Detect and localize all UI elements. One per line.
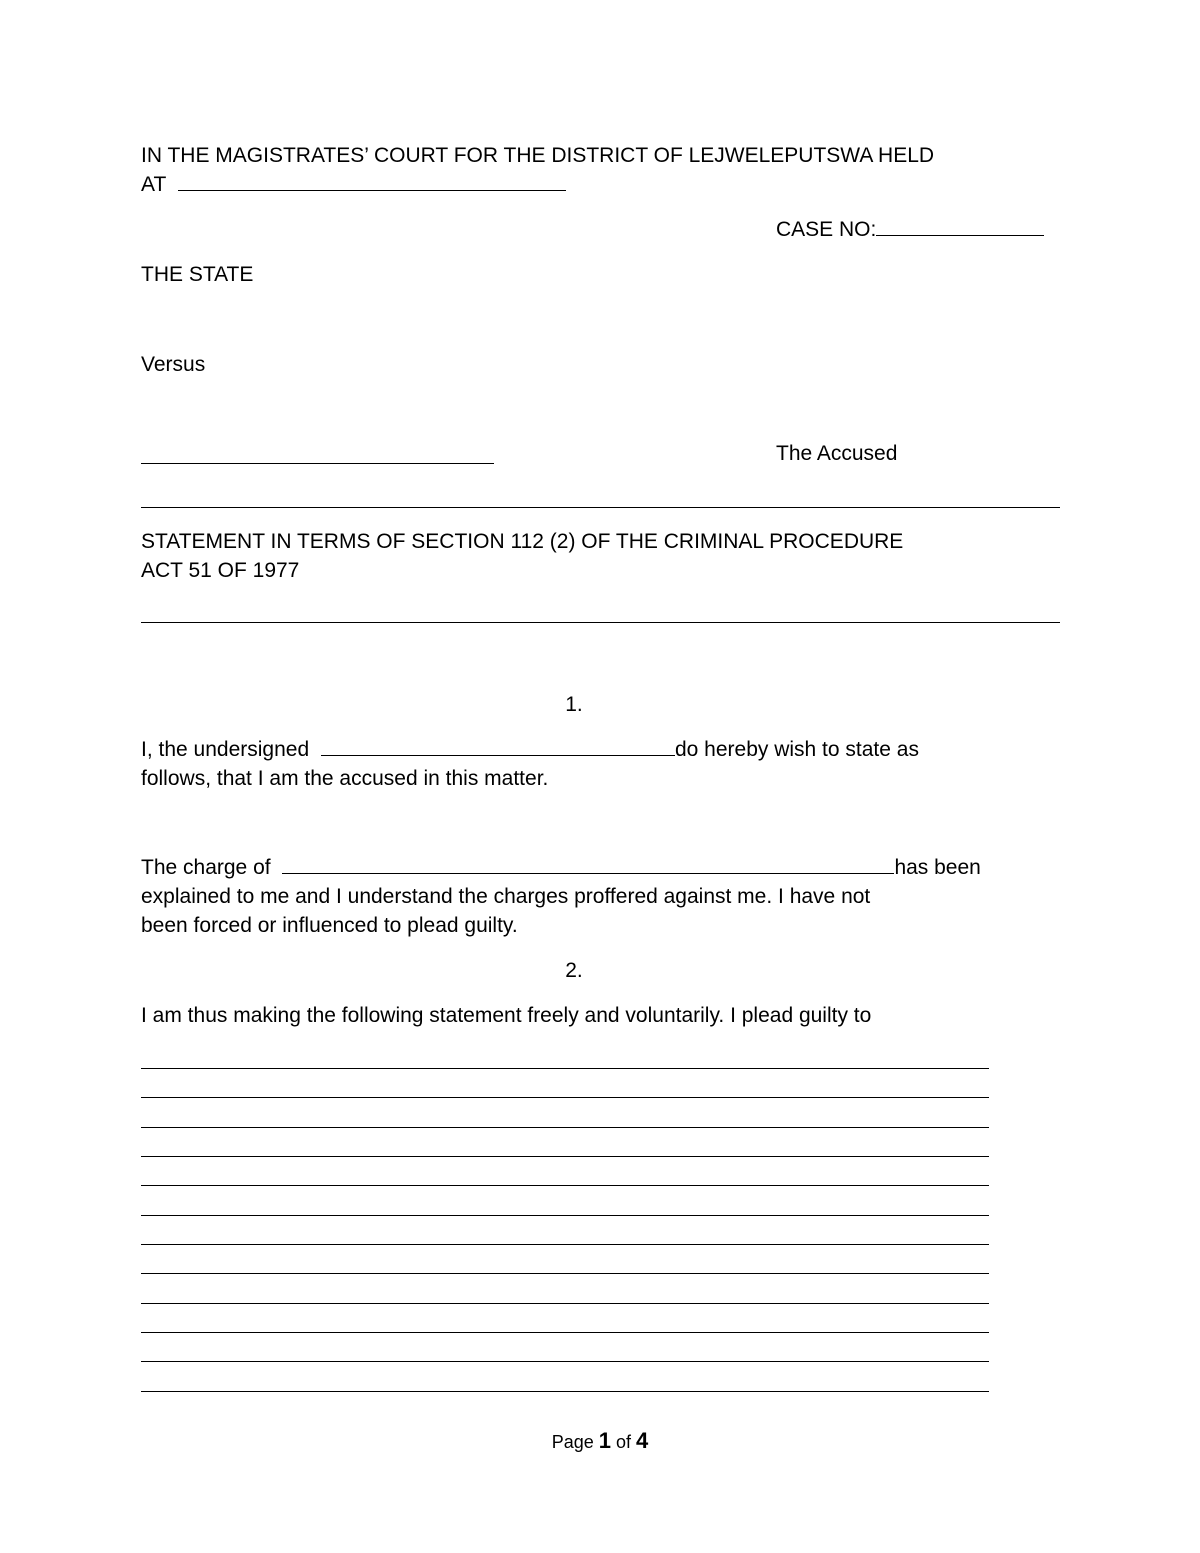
current-page-number: 1 <box>598 1428 611 1453</box>
section-2-number: 2. <box>565 959 583 982</box>
charge-continuation: has been <box>894 856 981 879</box>
writing-line[interactable] <box>141 1097 989 1098</box>
writing-line[interactable] <box>141 1332 989 1333</box>
charge-paragraph-line3: been forced or influenced to plead guilty. <box>141 914 518 937</box>
undersigned-paragraph-line1 <box>141 737 919 763</box>
of-word: of <box>616 1432 632 1452</box>
state-label: THE STATE <box>141 263 254 286</box>
held-at-blank[interactable] <box>178 172 566 191</box>
undersigned-paragraph-line2: follows, that I am the accused in this matter. <box>141 767 549 790</box>
writing-line[interactable] <box>141 1391 989 1392</box>
statement-title-line1: STATEMENT IN TERMS OF SECTION 112 (2) OF THE CRIMINAL PROCEDURE <box>141 530 904 553</box>
writing-line[interactable] <box>141 1273 989 1274</box>
divider-top <box>141 507 1060 508</box>
writing-line[interactable] <box>141 1361 989 1362</box>
divider-bottom <box>141 622 1060 623</box>
accused-label: The Accused <box>776 442 898 465</box>
undersigned-label: I, the undersigned <box>141 738 310 761</box>
page-word: Page <box>551 1432 594 1452</box>
case-no-blank[interactable] <box>876 217 1044 236</box>
accused-name-blank[interactable] <box>141 463 494 464</box>
case-no-label: CASE NO: <box>776 218 877 241</box>
writing-line[interactable] <box>141 1068 989 1069</box>
writing-line[interactable] <box>141 1127 989 1128</box>
charge-blank[interactable] <box>282 855 894 874</box>
statement-title-line2: ACT 51 OF 1977 <box>141 559 300 582</box>
court-heading-text: IN THE MAGISTRATES’ COURT FOR THE DISTRICT OF LEJWELEPUTSWA HELD <box>141 144 935 167</box>
court-heading-line2 <box>141 172 566 198</box>
court-heading-line1 <box>141 143 934 169</box>
held-at-label: AT <box>141 173 166 196</box>
charge-label: The charge of <box>141 856 271 879</box>
section-1-number: 1. <box>565 693 583 716</box>
charge-paragraph-line2: explained to me and I understand the charges proffered against me. I have not <box>141 885 871 908</box>
plea-paragraph: I am thus making the following statement freely and voluntarily. I plead guilty to <box>141 1004 872 1027</box>
writing-line[interactable] <box>141 1185 989 1186</box>
writing-line[interactable] <box>141 1244 989 1245</box>
undersigned-continuation: do hereby wish to state as <box>674 738 919 761</box>
writing-line[interactable] <box>141 1215 989 1216</box>
case-number <box>776 217 1044 243</box>
versus-label: Versus <box>141 353 206 376</box>
total-pages-number: 4 <box>636 1428 649 1453</box>
page-footer <box>0 1428 1200 1455</box>
writing-line[interactable] <box>141 1303 989 1304</box>
writing-line[interactable] <box>141 1156 989 1157</box>
charge-paragraph-line1 <box>141 855 981 881</box>
undersigned-name-blank[interactable] <box>321 737 675 756</box>
